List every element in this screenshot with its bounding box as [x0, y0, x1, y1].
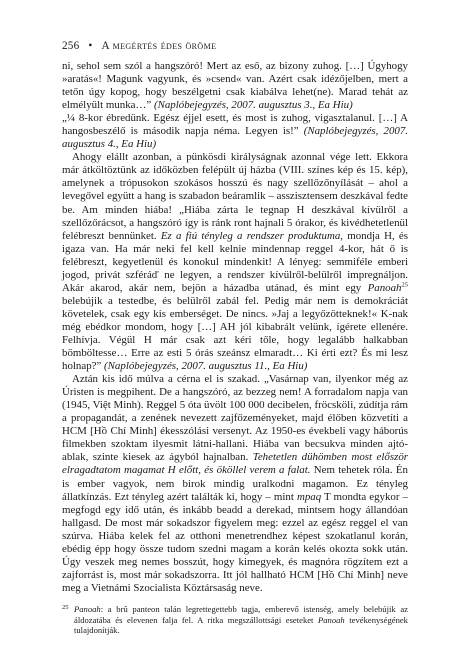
- italic-run: Panoah: [367, 281, 402, 294]
- italic-run: Panoah: [318, 614, 345, 625]
- body-text: [62, 60, 408, 595]
- italic-run: (Naplóbejegyzés, 2007. augusztus 11., Ea Hiu): [104, 360, 308, 373]
- italic-run: mpaq: [296, 490, 322, 503]
- footnote: [62, 604, 408, 636]
- footnote-number: 25: [62, 603, 69, 611]
- paragraph: ni, sehol sem szól a hangszóró! Mert az eső, az bizony zuhog. […] Úgyhogy »aratás«! Magunk vagyunk, és »csend« van. Azért csak idézőjelben, mert a tetőn úgy kopog, hogy beszélgetni csak kiabálva lehet(ne). Marad tehát az elmélyült munka…” (Naplóbejegyzés, 2007. augusztus 3., Ea Hiu): [62, 60, 408, 112]
- footnote-ref: 25: [401, 281, 408, 289]
- header-bullet: •: [88, 40, 93, 52]
- italic-run: Panoah: [74, 603, 101, 614]
- running-head: [62, 40, 408, 52]
- book-title: A megértés édes öröme: [101, 40, 217, 52]
- paragraph: „¼ 8-kor ébredünk. Egész éjjel esett, és most is zuhog, vigasztalanul. […] A hangosbeszélő is második napja néma. Legyen is!” (Naplóbejegyzés, 2007. augusztus 4., Ea Hiu): [62, 112, 408, 151]
- paragraph: Ahogy elállt azonban, a pünkösdi királyságnak azonnal vége lett. Ekkora már átköltöztünk az időközben felépült új házba (VIII. színes kép és 15. kép), amelynek a trópusokon szokásos hosszú és nagy szellőzőnyílását – ahol a levegővel együtt a hang is szabadon beáramlik – asszisztensem deszkával fedte be. Am minden hiába! „Hiába zárta le tegnap H deszkával kívülről a szellőzőrácsot, a hangszóró így is ránk ront hajnali 5 órakor, és kivédhetetlenül felébreszt bennünket. Ez a fiú tényleg a rendszer produktuma, mondja H, és igaza van. Ha már neki fel kell kelnie mindennap reggel 4-kor, hát ő is felébreszt, kegyetlenül és konokul mindenkit! A lényeg: semmiféle emberi jogod, privát szféráď ne legyen, a rendszer kívülről-belülről impregnáljon. Akár akarod, akár nem, bejön a házadba utánad, és mint egy Panoah$^{25}$ belebújik a testedbe, és belülről zabál fel. Pedig már nem is demokráciát követelek, csak egy kis emberséget. De nincs. »Jaj a legyőzötteknek!« K-nak még ebédkor mondom, hogy […] AH jól kibabrált velünk, ígérete ellenére. Felhívja. Végül H már csak azt kéri tőle, hogy legalább halkabban bömböltesse… Erre az esti 5 órás szeánsz elmaradt… Ki érti ezt? És mi lesz holnap?” (Naplóbejegyzés, 2007. augusztus 11., Ea Hiu): [62, 151, 409, 373]
- italic-run: (Naplóbejegyzés, 2007. augusztus 3., Ea Hiu): [153, 99, 353, 112]
- italic-run: Ez a fiú tényleg a rendszer produktuma: [160, 229, 341, 242]
- page-number: 256: [62, 40, 80, 52]
- italic-run: (Naplóbejegyzés, 2007. augusztus 4., Ea Hiu): [62, 125, 408, 151]
- paragraph: Aztán kis idő múlva a cérna el is szakad. „Vasárnap van, ilyenkor még az Úristen is megpihent. De a hangszóró, az bezzeg nem! A forradalom napja van (1945, Việt Minh). Reggel 5 óta üvölt 100 000 decibelen, fröcsköli, zúdítja rám a propagandát, a zenének nevezett zajfőzeményeket, majd élőben közvetíti a HCM [Hồ Chí Minh] ékesszólási versenyt. Az 1950-es évekbeli vagy háborús filmekben szoktam ilyesmit látni-hallani. Hiába van becsukva minden ajtó-ablak, szinte kiesek az ágyból hajnalban. Tehetetlen dühömben most először elragadtatom magamat H előtt, és ököllel verem a falat. Nem tehetek róla. Én is ember vagyok, nem birok mindig uralkodni magamon. Ez tényleg állatkínzás. Ezt tényleg azért találták ki, hogy – mint mpaq T mondta egykor – megfogd egy idő után, és inkább beadd a derekad, mintsem hogy állandóan hallgasd. De most már sokadszor figyelem meg: ezzel az egész reggel el van szúrva. Hiába kelek fel az otthoni menetrendhez képest szokatlanul korán, ebédig épp hogy össze tudom szedni magam a korán kelés okozta sokk után. Úgy veszek meg nemes bosszút, hogy kimegyek, és magnóra rögzítem ezt a zajforrást is, most már sokadszorra. Itt jól hallható HCM [Hồ Chí Minh] neve meg a Vietnámi Szocialista Köztársaság neve.: [62, 373, 409, 594]
- italic-run: Tehetetlen dühömben most először elragadtatom magamat H előtt, és ököllel verem a falat.: [62, 451, 409, 477]
- footnote-text: Panoah: a brû panteon talán legrettegettebb tagja, emberevő istenség, amely belebújik az áldozatába és elevenen falja fel. A ritka megszállottsági eseteket Panoah tevékenységének tulajdonítják.: [74, 603, 408, 636]
